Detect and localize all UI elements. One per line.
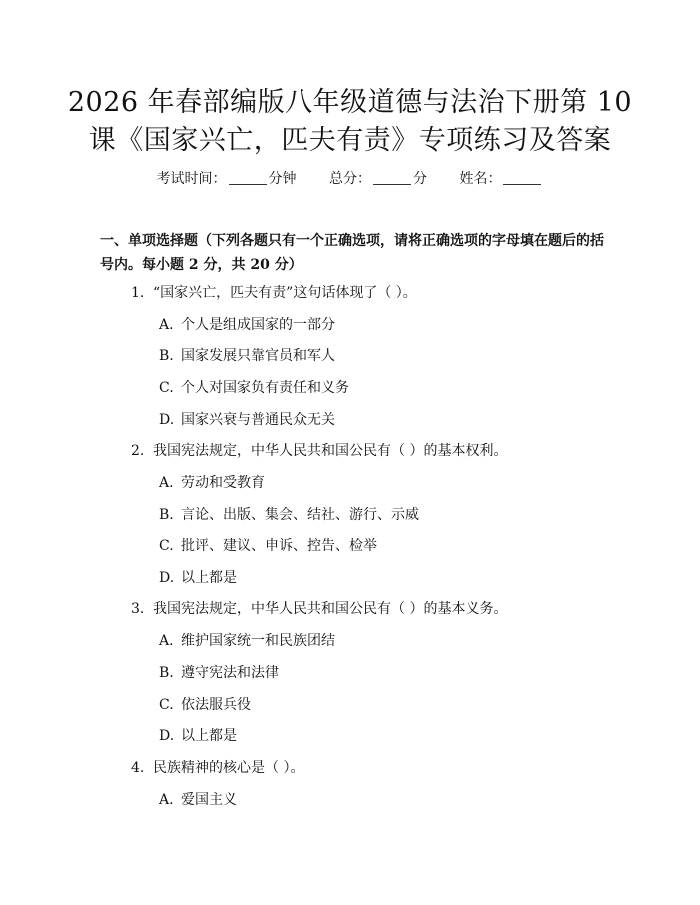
question-3-option-a — [159, 630, 599, 652]
question-2-option-c — [159, 535, 599, 557]
question-number: 2. — [131, 443, 145, 459]
question-number: 1. — [131, 285, 145, 301]
option-text: 个人是组成国家的一部分 — [181, 317, 335, 333]
question-1-option-a — [159, 314, 599, 336]
question-2-option-a — [159, 472, 599, 494]
question-3-option-b — [159, 662, 599, 684]
option-text: 言论、出版、集会、结社、游行、示威 — [181, 507, 419, 523]
total-score-field — [329, 168, 427, 190]
option-letter: D. — [159, 412, 175, 428]
option-text: 个人对国家负有责任和义务 — [181, 380, 349, 396]
option-letter: A. — [159, 633, 174, 649]
student-name-field — [459, 168, 543, 190]
exam-time-field — [157, 168, 297, 190]
option-letter: A. — [159, 317, 174, 333]
option-text: 遵守宪法和法律 — [181, 665, 279, 681]
document-title-line-1: 2026 年春部编版八年级道德与法治下册第 10 — [67, 87, 633, 118]
question-1 — [131, 282, 601, 304]
question-2-option-b — [159, 504, 599, 526]
option-text: 以上都是 — [181, 570, 237, 586]
option-letter: D. — [159, 728, 175, 744]
option-text: 国家兴衰与普通民众无关 — [181, 412, 335, 428]
question-4-option-a — [159, 789, 599, 811]
question-number: 4. — [131, 760, 145, 776]
total-score-label: 总分： — [329, 171, 371, 187]
student-name-blank — [503, 170, 541, 185]
question-text: 我国宪法规定，中华人民共和国公民有（ ）的基本权利。 — [153, 443, 508, 459]
question-text: 我国宪法规定，中华人民共和国公民有（ ）的基本义务。 — [153, 601, 508, 617]
question-2 — [131, 440, 601, 462]
option-letter: B. — [159, 507, 174, 523]
question-4 — [131, 757, 601, 779]
document-title-line-2: 课《国家兴亡，匹夫有责》专项练习及答案 — [88, 125, 612, 156]
question-3 — [131, 598, 601, 620]
option-text: 爱国主义 — [181, 792, 237, 808]
option-text: 依法服兵役 — [181, 697, 251, 713]
section-heading: 一、单项选择题（下列各题只有一个正确选项，请将正确选项的字母填在题后的括号内。每小题 2 分，共 20 分） — [100, 233, 604, 273]
question-text: “国家兴亡，匹夫有责”这句话体现了（ ）。 — [153, 285, 417, 301]
exam-time-blank — [229, 170, 267, 185]
exam-time-unit: 分钟 — [268, 171, 297, 187]
exam-info-line — [0, 168, 700, 190]
question-2-option-d — [159, 567, 599, 589]
question-1-option-c — [159, 377, 599, 399]
option-text: 以上都是 — [181, 728, 237, 744]
question-3-option-c — [159, 694, 599, 716]
total-score-blank — [373, 170, 411, 185]
option-text: 劳动和受教育 — [181, 475, 265, 491]
question-1-option-d — [159, 409, 599, 431]
option-text: 批评、建议、申诉、控告、检举 — [181, 538, 377, 554]
option-letter: C. — [159, 697, 174, 713]
option-text: 维护国家统一和民族团结 — [181, 633, 335, 649]
option-letter: B. — [159, 665, 174, 681]
total-score-unit: 分 — [413, 171, 427, 187]
option-letter: A. — [159, 475, 174, 491]
option-text: 国家发展只靠官员和军人 — [181, 348, 335, 364]
question-3-option-d — [159, 725, 599, 747]
student-name-label: 姓名： — [459, 171, 502, 187]
question-1-option-b — [159, 345, 599, 367]
option-letter: A. — [159, 792, 174, 808]
option-letter: C. — [159, 538, 174, 554]
question-number: 3. — [131, 601, 145, 617]
option-letter: B. — [159, 348, 174, 364]
option-letter: C. — [159, 380, 174, 396]
question-text: 民族精神的核心是（ ）。 — [153, 760, 305, 776]
option-letter: D. — [159, 570, 175, 586]
exam-time-label: 考试时间： — [156, 171, 227, 187]
